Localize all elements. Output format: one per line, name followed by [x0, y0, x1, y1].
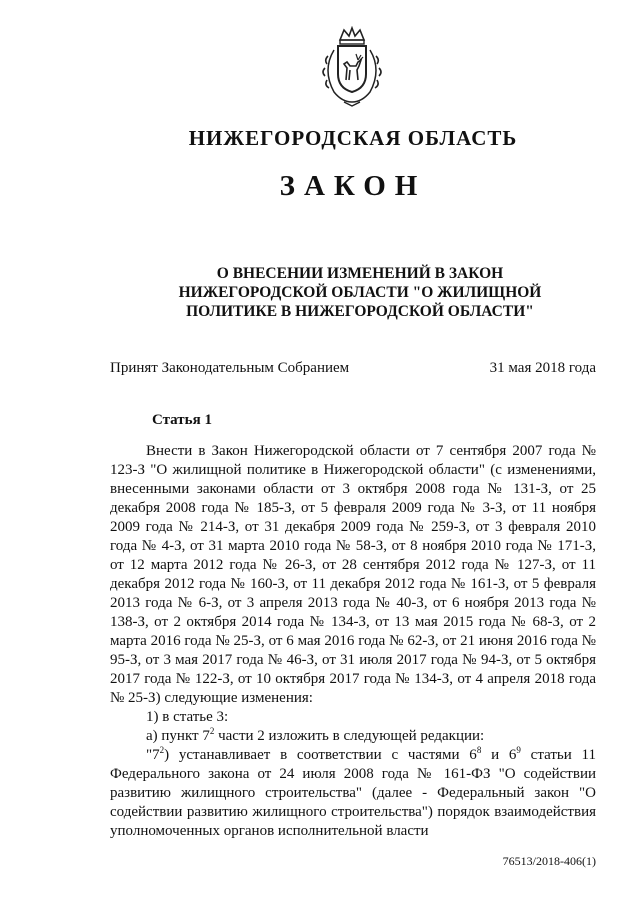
- law-title-line: НИЖЕГОРОДСКОЙ ОБЛАСТИ "О ЖИЛИЩНОЙ: [178, 284, 542, 301]
- region-name: НИЖЕГОРОДСКАЯ ОБЛАСТЬ: [188, 126, 518, 150]
- quoted-paragraph: [110, 746, 596, 841]
- item-a-text: а) пункт 7: [146, 728, 210, 744]
- quote-text: "7: [146, 747, 160, 763]
- list-item: 1) в статье 3:: [146, 709, 229, 725]
- amendment-paragraph: Внести в Закон Нижегородской области от 7 сентября 2007 года № 123-З "О жилищной политике в Нижегородской области" (с изменениями, внесенными законами области от 3 октября 2008 года № 131-З, от 25 декабря 2008 года № 185-З, от 5 февраля 2009 года № 3-З, от 11 ноября 2009 года № 214-З, от 31 декабря 2009 года № 259-З, от 3 февраля 2010 года № 4-З, от 31 марта 2010 года № 58-З, от 8 ноября 2010 года № 171-З, от 12 марта 2012 года № 26-З, от 28 сентября 2012 года № 127-З, от 11 декабря 2012 года № 160-З, от 11 декабря 2012 года № 161-З, от 5 февраля 2013 года № 6-З, от 3 апреля 2013 года № 40-З, от 6 ноября 2013 года № 138-З, от 2 октября 2014 года № 134-З, от 13 мая 2015 года № 68-З, от 2 марта 2016 года № 25-З, от 6 мая 2016 года № 62-З, от 21 июня 2016 года № 95-З, от 3 мая 2017 года № 46-З, от 31 июля 2017 года № 94-З, от 5 октября 2017 года № 122-З, от 10 октября 2017 года № 134-З, от 4 апреля 2018 года № 25-З) следующие изменения:: [110, 443, 596, 706]
- superscript: 2: [159, 745, 165, 755]
- document-type: ЗАКОН: [279, 170, 427, 202]
- list-item: [110, 727, 596, 746]
- adoption-line: [110, 360, 596, 377]
- adopted-by: Принят Законодательным Собранием: [110, 360, 350, 376]
- quote-text: ) устанавливает в соответствии с частями 6: [164, 747, 477, 763]
- law-title-line: О ВНЕСЕНИИ ИЗМЕНЕНИЙ В ЗАКОН: [216, 265, 504, 282]
- coat-of-arms-icon: [316, 26, 388, 108]
- adoption-date: 31 мая 2018 года: [489, 360, 596, 376]
- law-title-line: ПОЛИТИКЕ В НИЖЕГОРОДСКОЙ ОБЛАСТИ": [186, 303, 534, 320]
- quote-text: и 6: [481, 747, 517, 763]
- law-title: [110, 264, 610, 321]
- superscript: 2: [209, 726, 215, 736]
- superscript: 8: [476, 745, 482, 755]
- quote-text: статьи 11 Федерального закона от 24 июля 2008 года № 161-ФЗ "О содействии развитию жилищного строительства" (далее - Федеральный закон "О содействии развитию жилищного строительства") порядок взаимодействия уполномоченных органов исполнительной власти: [110, 747, 596, 839]
- document-code: 76513/2018-406(1): [502, 854, 596, 868]
- item-a-text: части 2 изложить в следующей редакции:: [214, 728, 485, 744]
- article-body: [110, 442, 596, 841]
- article-heading: Статья 1: [152, 412, 212, 428]
- superscript: 9: [516, 745, 521, 755]
